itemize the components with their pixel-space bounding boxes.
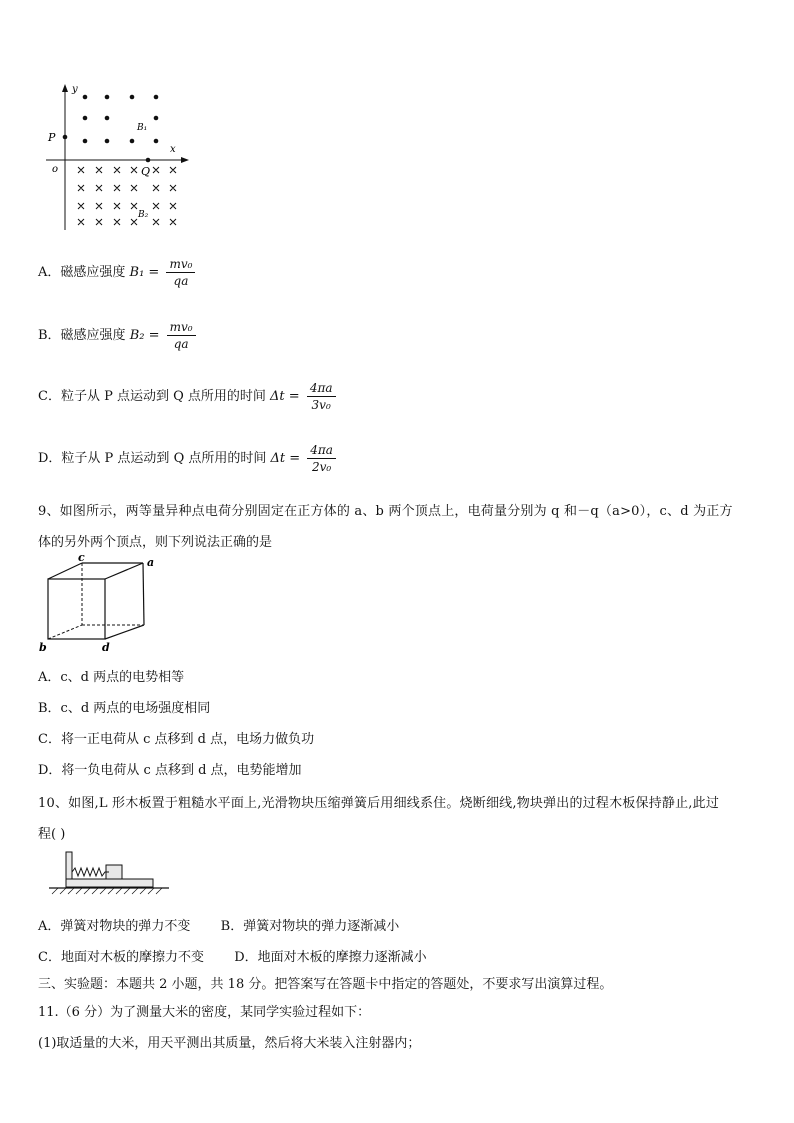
q9-option-b: B．c、d 两点的电场强度相同 <box>38 701 211 716</box>
p-point <box>63 135 68 140</box>
q9-stem-line1: 9、如图所示，两等量异种点电荷分别固定在正方体的 a、b 两个顶点上，电荷量分别为 q 和－q（a>0），c、d 为正方 <box>38 504 733 519</box>
q10-options-row1 <box>38 915 399 934</box>
y-axis-label: y <box>72 84 78 95</box>
q-label: Q <box>141 165 151 178</box>
q10-spring-figure <box>44 848 174 898</box>
origin-label: o <box>52 164 59 175</box>
q10-option-d: D．地面对木板的摩擦力逐渐减小 <box>234 950 427 965</box>
q8-option-d-fraction <box>307 443 336 474</box>
numerator: mv₀ <box>169 320 193 334</box>
q11-stem: 11.（6 分）为了测量大米的密度，某同学实验过程如下： <box>38 1005 371 1020</box>
denominator: 2v₀ <box>312 460 332 474</box>
q8-option-c <box>38 381 336 412</box>
p-label: P <box>48 131 56 144</box>
board-base <box>66 879 153 887</box>
q8-option-a-label: A．磁感应强度 <box>38 265 126 280</box>
spring <box>72 868 109 876</box>
q8-option-b-label: B．磁感应强度 <box>38 328 126 343</box>
vertex-a-label: a <box>147 556 155 569</box>
numerator: mv₀ <box>169 257 193 271</box>
q9-option-a: A．c、d 两点的电势相等 <box>38 670 185 685</box>
vertex-d-label: d <box>102 641 110 654</box>
vertex-c-label: c <box>78 555 85 564</box>
q10-option-a: A．弹簧对物块的弹力不变 <box>38 919 191 934</box>
q10-stem-line2: 程( ) <box>38 827 66 842</box>
vertex-b-label: b <box>39 641 47 654</box>
q10-option-b: B．弹簧对物块的弹力逐渐减小 <box>220 919 400 934</box>
numerator: 4πa <box>310 443 333 457</box>
q-point <box>146 158 151 163</box>
b1-label: B₁ <box>137 123 148 133</box>
q8-option-b-fraction <box>167 320 196 351</box>
field-crosses <box>78 167 176 225</box>
q8-option-c-label: C．粒子从 P 点运动到 Q 点所用的时间 <box>38 389 266 404</box>
q8-option-a-fraction <box>166 257 195 288</box>
q8-option-b <box>38 320 196 351</box>
q10-option-c: C．地面对木板的摩擦力不变 <box>38 950 204 965</box>
q8-figure <box>40 80 200 240</box>
q9-option-c: C．将一正电荷从 c 点移到 d 点，电场力做负功 <box>38 732 315 747</box>
q8-option-c-fraction <box>307 381 336 412</box>
q11-step1: (1)取适量的大米，用天平测出其质量，然后将大米装入注射器内； <box>38 1036 421 1051</box>
q9-option-d: D．将一负电荷从 c 点移到 d 点，电势能增加 <box>38 763 302 778</box>
q10-stem-line1: 10、如图,L 形木板置于粗糙水平面上,光滑物块压缩弹簧后用细线系住。烧断细线,物块弹出的过程木板保持静止,此过 <box>38 796 720 811</box>
denominator: qa <box>173 274 189 288</box>
ground-hatch <box>52 888 162 894</box>
denominator: qa <box>173 337 189 351</box>
q9-cube-figure <box>36 555 166 655</box>
b2-label: B₂ <box>138 210 149 220</box>
q8-option-b-lhs: B₂ = <box>129 328 160 343</box>
q9-stem-line2: 体的另外两个顶点，则下列说法正确的是 <box>38 535 273 550</box>
q8-option-a-lhs: B₁ = <box>129 265 160 280</box>
cube-front-face <box>48 579 105 639</box>
q8-option-d <box>38 443 336 474</box>
denominator: 3v₀ <box>311 398 331 412</box>
q8-option-c-lhs: Δt = <box>270 389 300 404</box>
section-3-heading: 三、实验题：本题共 2 小题，共 18 分。把答案写在答题卡中指定的答题处，不要求写出演算过程。 <box>38 977 613 992</box>
q8-option-d-label: D．粒子从 P 点运动到 Q 点所用的时间 <box>38 451 267 466</box>
q10-options-row2 <box>38 946 427 965</box>
x-axis-label: x <box>170 144 176 155</box>
q8-option-a <box>38 257 195 288</box>
numerator: 4πa <box>309 381 333 395</box>
q8-option-d-lhs: Δt = <box>270 451 301 466</box>
field-dots <box>83 95 159 144</box>
